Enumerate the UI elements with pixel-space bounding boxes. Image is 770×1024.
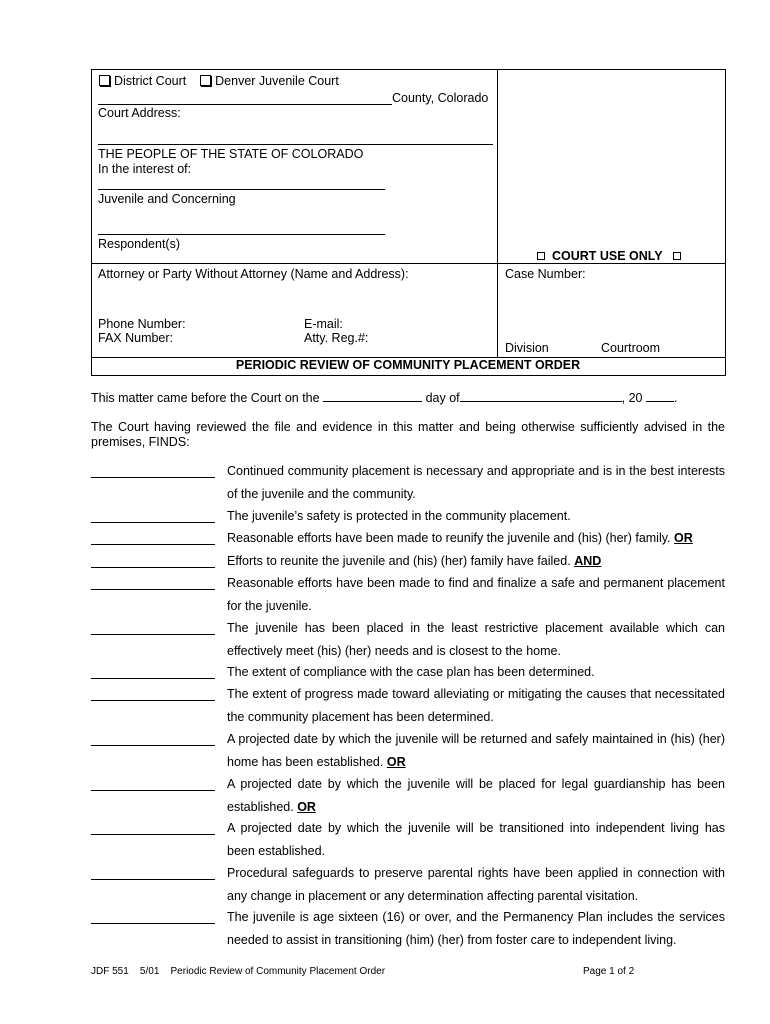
people-title: THE PEOPLE OF THE STATE OF COLORADO xyxy=(98,147,364,161)
footer xyxy=(91,966,385,977)
finding-text xyxy=(227,460,725,505)
finding-blank[interactable] xyxy=(91,634,215,635)
finding-statement: The juvenile has been placed in the least restrictive placement available which can effectively meet (his) (her) needs and is closest to the home. xyxy=(227,621,725,658)
finding-blank[interactable] xyxy=(91,879,215,880)
month-blank[interactable] xyxy=(460,390,622,402)
respondent-name-blank[interactable] xyxy=(98,234,385,235)
courtroom-label: Courtroom xyxy=(601,341,661,355)
finding-text xyxy=(227,817,725,862)
footer-page: Page 1 of 2 xyxy=(583,966,635,977)
footer-form-id: JDF 551 xyxy=(91,966,129,977)
matter-text-a: This matter came before the Court on the xyxy=(91,391,320,405)
caption-divider xyxy=(497,69,498,357)
court-address-label: Court Address: xyxy=(98,106,181,120)
juvenile-name-blank[interactable] xyxy=(98,189,385,190)
court-address-blank[interactable] xyxy=(98,144,493,145)
court-use-only xyxy=(537,249,681,263)
respondents-label: Respondent(s) xyxy=(98,237,180,251)
denver-juvenile-court-label: Denver Juvenile Court xyxy=(215,74,339,88)
fax-label: FAX Number: xyxy=(98,331,174,345)
day-blank[interactable] xyxy=(323,390,422,402)
finding-statement: The extent of progress made toward alleviating or mitigating the causes that necessitated the community placement has been determined. xyxy=(227,687,725,724)
finding-blank[interactable] xyxy=(91,522,215,523)
finding-text xyxy=(227,906,725,951)
finding-statement: The juvenile is age sixteen (16) or over, and the Permanency Plan includes the services needed to assist in transitioning (him) (her) from foster care to independent living. xyxy=(227,910,725,947)
attorney-label: Attorney or Party Without Attorney (Name and Address): xyxy=(98,267,409,281)
finding-text xyxy=(227,550,725,573)
finding-text xyxy=(227,862,725,907)
court-options xyxy=(99,74,339,88)
finding-blank[interactable] xyxy=(91,834,215,835)
interest-of-label: In the interest of: xyxy=(98,162,192,176)
finding-blank[interactable] xyxy=(91,567,215,568)
finding-keyword: AND xyxy=(574,554,602,568)
finding-blank[interactable] xyxy=(91,589,215,590)
matter-text-d: . xyxy=(673,391,678,405)
finding-blank[interactable] xyxy=(91,544,215,545)
division-label: Division xyxy=(505,341,549,355)
matter-text-c: , 20 xyxy=(621,391,643,405)
caption-box xyxy=(91,69,726,376)
review-paragraph: The Court having reviewed the file and evidence in this matter and being otherwise sufficiently advised in the premises, FINDS: xyxy=(91,420,725,449)
finding-blank[interactable] xyxy=(91,678,215,679)
finding-text xyxy=(227,617,725,662)
matter-text-b: day of xyxy=(425,391,460,405)
finding-blank[interactable] xyxy=(91,745,215,746)
square-icon xyxy=(673,252,681,260)
district-court-label: District Court xyxy=(114,74,187,88)
finding-statement: Reasonable efforts have been made to find and finalize a safe and permanent placement for the juvenile. xyxy=(227,576,725,613)
finding-text xyxy=(227,683,725,728)
finding-text xyxy=(227,728,725,773)
finding-blank[interactable] xyxy=(91,790,215,791)
email-label: E-mail: xyxy=(304,317,343,331)
county-blank[interactable] xyxy=(98,104,392,105)
finding-blank[interactable] xyxy=(91,700,215,701)
finding-statement: Procedural safeguards to preserve parental rights have been applied in connection with any change in placement or any determination affecting parental visitation. xyxy=(227,866,725,903)
district-court-checkbox[interactable] xyxy=(99,75,110,86)
year-blank[interactable] xyxy=(646,390,674,402)
denver-juvenile-court-checkbox[interactable] xyxy=(200,75,211,86)
finding-keyword: OR xyxy=(386,754,406,769)
finding-text xyxy=(227,773,725,818)
case-number-label: Case Number: xyxy=(505,267,586,281)
juvenile-label: Juvenile and Concerning xyxy=(98,192,236,206)
court-use-only-text: COURT USE ONLY xyxy=(551,249,663,263)
finding-statement: A projected date by which the juvenile will be placed for legal guardianship has been established. xyxy=(227,777,725,814)
finding-keyword: OR xyxy=(297,799,316,814)
finding-statement: A projected date by which the juvenile will be transitioned into independent living has been established. xyxy=(227,821,725,858)
form-title: PERIODIC REVIEW OF COMMUNITY PLACEMENT ORDER xyxy=(235,358,581,372)
finding-statement: Reasonable efforts have been made to reunify the juvenile and (his) (her) family. xyxy=(227,531,671,545)
finding-text xyxy=(227,505,725,528)
finding-blank[interactable] xyxy=(91,477,215,478)
finding-text xyxy=(227,527,725,550)
footer-form-name: Periodic Review of Community Placement Order xyxy=(170,966,386,977)
atty-reg-label: Atty. Reg.#: xyxy=(304,331,369,345)
county-suffix: County, Colorado xyxy=(392,91,489,105)
finding-keyword: OR xyxy=(674,531,693,545)
square-icon xyxy=(537,252,545,260)
phone-label: Phone Number: xyxy=(98,317,186,331)
finding-text xyxy=(227,572,725,617)
finding-statement: Efforts to reunite the juvenile and (his) (her) family have failed. xyxy=(227,554,571,568)
finding-statement: A projected date by which the juvenile will be returned and safely maintained in (his) (her) home has been established. xyxy=(227,732,725,769)
finding-statement: Continued community placement is necessary and appropriate and is in the best interests of the juvenile and the community. xyxy=(227,464,725,501)
attorney-divider xyxy=(91,263,725,264)
finding-statement: The juvenile’s safety is protected in the community placement. xyxy=(227,509,571,523)
matter-line xyxy=(91,390,677,405)
footer-date: 5/01 xyxy=(139,966,160,977)
finding-text xyxy=(227,661,725,684)
finding-blank[interactable] xyxy=(91,923,215,924)
finding-statement: The extent of compliance with the case plan has been determined. xyxy=(227,665,595,679)
